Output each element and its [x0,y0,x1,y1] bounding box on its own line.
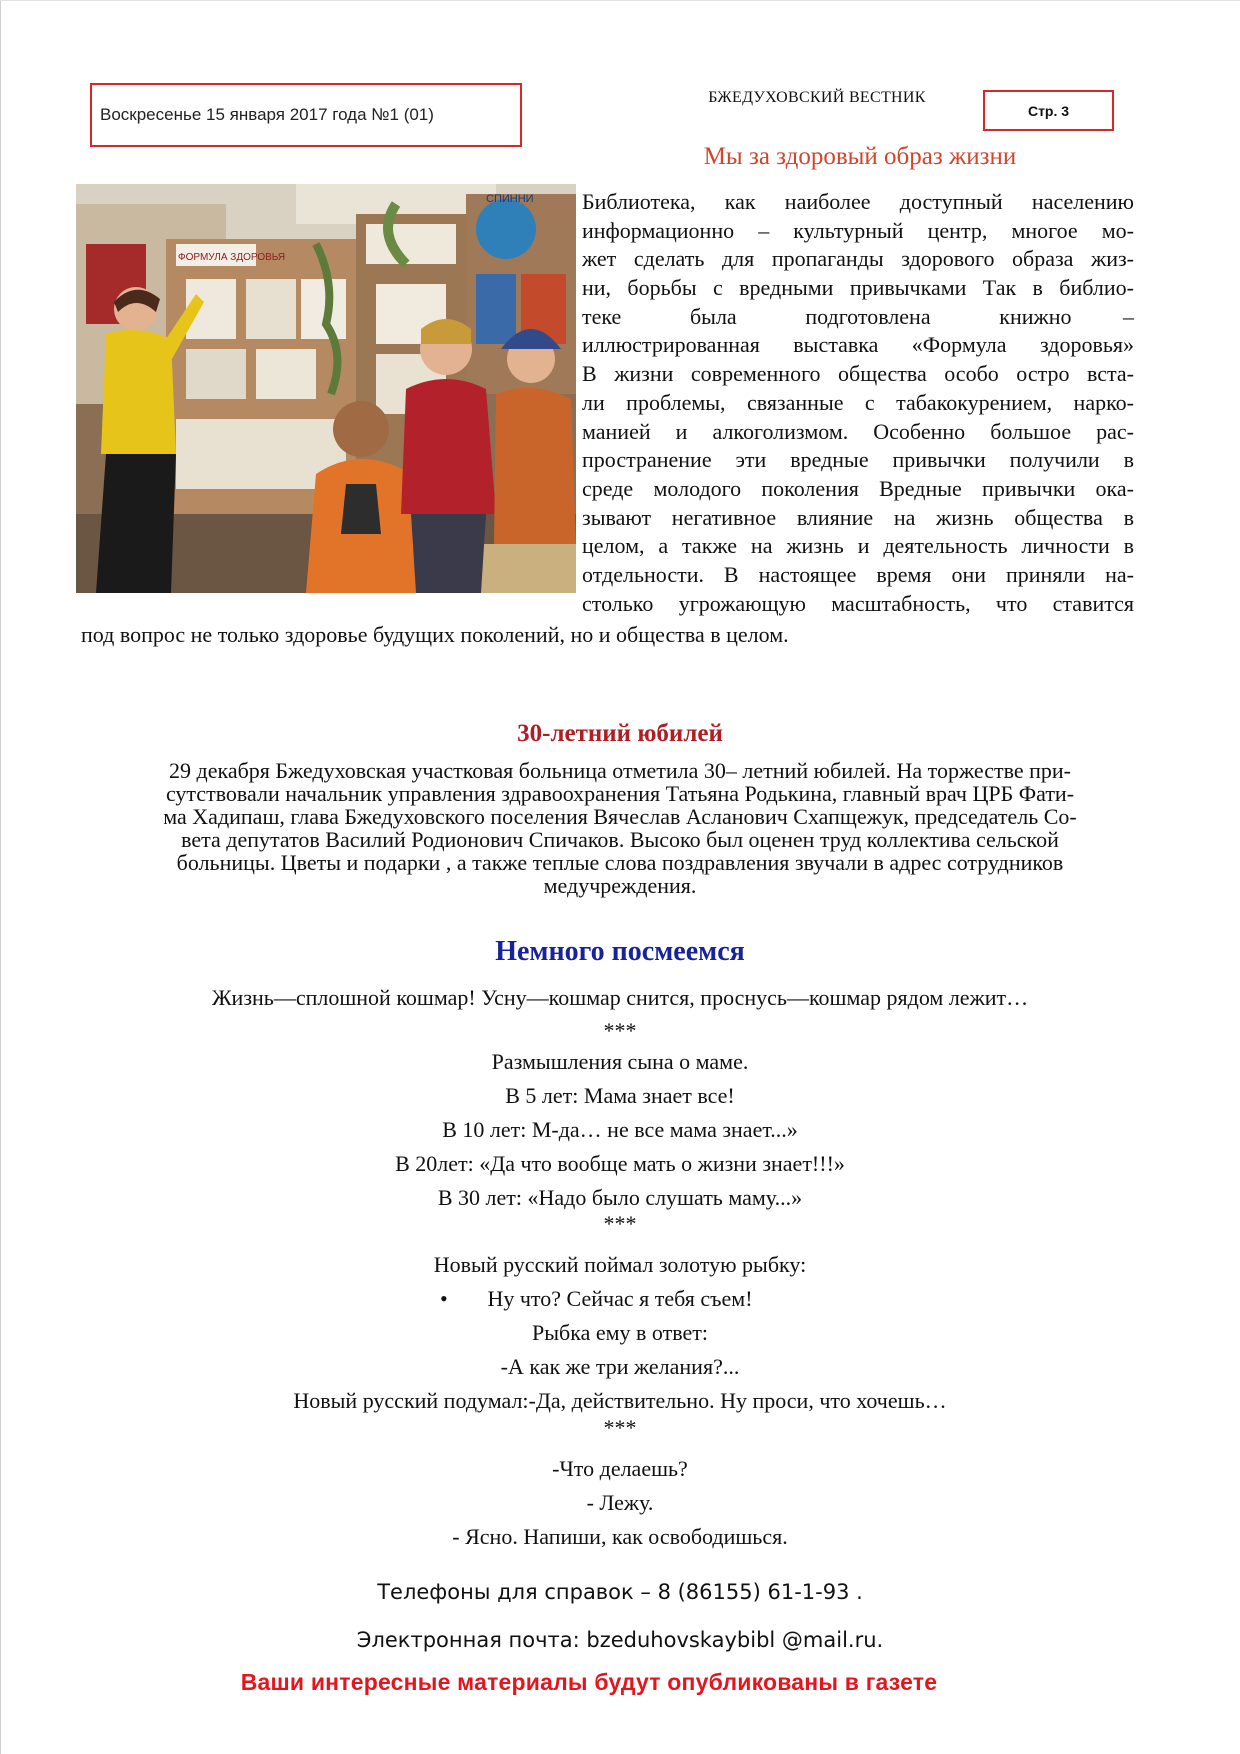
article-health-line: целом, а также на жизнь и деятельность личности в [582,533,1134,559]
article-jubilee-line: 29 декабря Бжедуховская участковая больница отметила 30– летний юбилей. На торжестве при- [169,758,1071,783]
newspaper-name: БЖЕДУХОВСКИЙ ВЕСТНИК [708,89,926,106]
contact-email: Электронная почта: bzeduhovskaybibl @mail.ru. [356,1628,884,1652]
article-health-line: пространение эти вредные привычки получили в [582,447,1134,473]
article-health-line: отдельности. В настоящее время они приняли на- [582,561,1134,587]
joke-line: - Лежу. [586,1490,654,1515]
joke-line: -Что делаешь? [552,1456,688,1481]
article-health-line: жет сделать для пропаганды здорового образа жиз- [582,246,1134,272]
joke-separator: *** [603,1018,637,1043]
article-health-tail: под вопрос не только здоровье будущих поколений, но и общества в целом. [81,622,789,647]
promo-banner: Ваши интересные материалы будут опубликованы в газете [240,1669,938,1695]
joke-line: Ну что? Сейчас я тебя съем! [487,1286,753,1311]
article-health-line: манией и алкоголизмом. Особенно большое рас- [582,418,1134,444]
bullet-icon: • [440,1286,448,1311]
article-health-line: среде молодого поколения Вредные привычки ока- [582,475,1134,501]
article-health-title: Мы за здоровый образ жизни [703,143,1017,170]
article-health-line: информационно – культурный центр, многое мо- [582,217,1134,243]
article-health-line: ли проблемы, связанные с табакокурением, нарко- [582,389,1134,415]
article-health-line: теке была подготовлена книжно – [582,303,1134,329]
contact-phones: Телефоны для справок – 8 (86155) 61-1-93 . [377,1580,863,1604]
joke-separator: *** [603,1211,637,1236]
article-health-line: ни, борьбы с вредными привычками Так в библио- [582,275,1134,301]
joke-line: -А как же три желания?... [500,1354,740,1379]
article-jubilee-title: 30-летний юбилей [517,720,723,747]
article-jubilee-line: ма Хадипаш, глава Бжедуховского поселения Вячеслав Асланович Схапщежук, председатель Со- [163,804,1077,829]
article-jubilee-line: медучреждения. [543,873,697,898]
photo-sign-formula: ФОРМУЛА ЗДОРОВЬЯ [178,252,286,263]
photo-sign-spinni: СПИННИ [486,193,534,205]
article-jubilee-line: сутствовали начальник управления здравоохранения Татьяна Родькина, главный врач ЦРБ Фати- [165,781,1075,806]
joke-line: Жизнь—сплошной кошмар! Усну—кошмар снится, проснусь—кошмар рядом лежит… [211,985,1029,1010]
joke-line: Рыбка ему в ответ: [532,1320,708,1345]
page-edge-top [0,0,1240,1]
article-jubilee-body [80,759,1160,897]
article-health-line: иллюстрированная выставка «Формула здоровья» [582,332,1134,358]
article-health-line: Библиотека, как наиболее доступный населению [582,189,1134,214]
page-number-text: Стр. 3 [1027,102,1070,119]
article-health-line: зывают негативное влияние на жизнь общества в [582,504,1134,530]
issue-date-box [90,83,522,147]
joke-line: В 10 лет: М-да… не все мама знает...» [442,1117,798,1142]
article-health-line: столько угрожающую масштабность, что ставится [582,590,1134,616]
joke-line: Новый русский подумал:-Да, действительно. Ну проси, что хочешь… [293,1388,947,1413]
joke-line: Новый русский поймал золотую рыбку: [433,1252,807,1277]
joke-line: - Ясно. Напиши, как освободишься. [452,1524,788,1549]
joke-line: В 5 лет: Мама знает все! [505,1083,735,1108]
article-jubilee-line: вета депутатов Василий Родионович Спичаков. Высоко был оценен труд коллектива сельской [181,827,1059,852]
humor-section-title: Немного посмеемся [495,936,745,967]
joke-line: Размышления сына о маме. [491,1049,749,1074]
issue-date-text: Воскресенье 15 января 2017 года №1 (01) [100,105,434,124]
joke-separator: *** [603,1415,637,1440]
page-number-box [983,90,1114,131]
article-jubilee-line: больницы. Цветы и подарки , а также теплые слова поздравления звучали в адрес сотрудников [176,850,1064,875]
joke-line: В 30 лет: «Надо было слушать маму...» [437,1185,803,1210]
article-health-column [582,188,1134,618]
library-exhibition-photo [76,184,576,593]
joke-line: В 20лет: «Да что вообще мать о жизни знает!!!» [395,1151,845,1176]
article-health-line: В жизни современного общества особо остро вста- [582,361,1134,387]
page-edge-left [0,0,1,1754]
